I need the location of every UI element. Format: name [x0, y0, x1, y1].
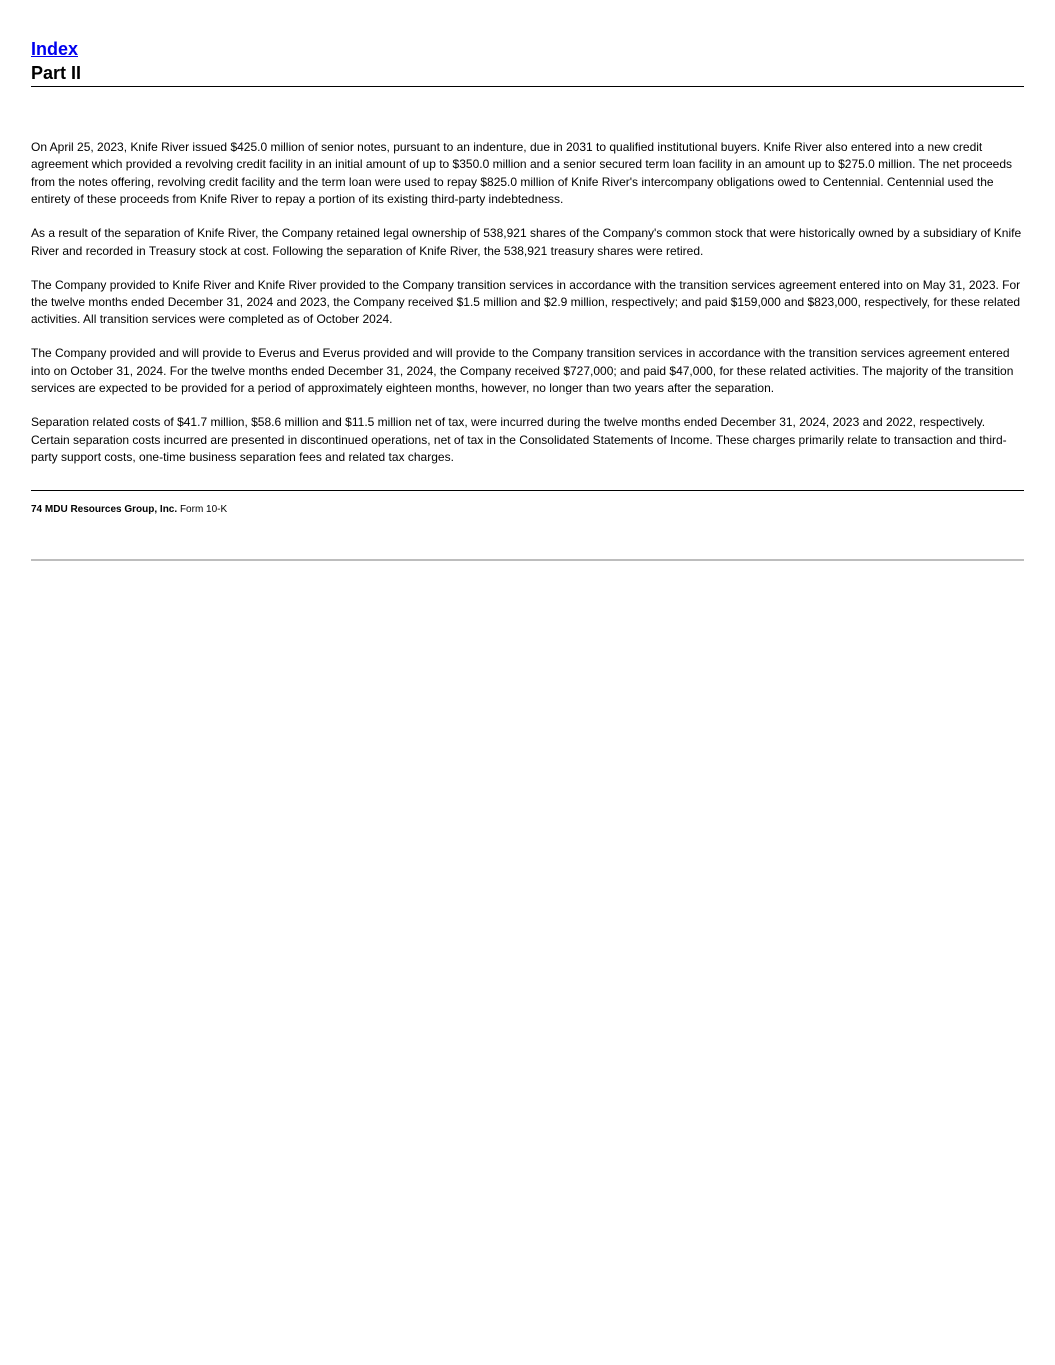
page-footer	[31, 503, 227, 516]
footer-form: Form 10-K	[179, 504, 228, 515]
index-link[interactable]: Index	[31, 39, 79, 59]
part-title: Part II	[31, 63, 82, 83]
paragraph-separation-costs: Separation related costs of $41.7 million, $58.6 million and $11.5 million net of tax, were incurred during the twelve months ended December 31, 2024, 2023 and 2022, respectively. Certain separation costs incurred are presented in discontinued operations, net of tax in the Consolidated Statements of Income. These charges primarily relate to transaction and third-party support costs, one-time business separation fees and related tax charges.	[31, 415, 1007, 465]
document-body	[31, 139, 1024, 483]
paragraph-treasury-shares: As a result of the separation of Knife River, the Company retained legal ownership of 538,921 shares of the Company's common stock that were historically owned by a subsidiary of Knife River and recorded in Treasury stock at cost. Following the separation of Knife River, the 538,921 treasury shares were retired.	[31, 226, 1022, 258]
paragraph-everus-transition: The Company provided and will provide to Everus and Everus provided and will provide to the Company transition services in accordance with the transition services agreement entered into on October 31, 2024. For the twelve months ended December 31, 2024, the Company received $727,000; and paid $47,000, for these related activities. The majority of the transition services are expected to be provided for a period of approximately eighteen months, however, no longer than two years after the separation.	[31, 346, 1014, 396]
page-end-divider	[31, 559, 1024, 561]
header-divider	[31, 86, 1024, 87]
paragraph-knife-river-transition: The Company provided to Knife River and Knife River provided to the Company transition services in accordance with the transition services agreement entered into on May 31, 2023. For the twelve months ended December 31, 2024 and 2023, the Company received $1.5 million and $2.9 million, respectively; and paid $159,000 and $823,000, respectively, for these related activities. All transition services were completed as of October 2024.	[31, 277, 1021, 327]
footer-divider	[31, 490, 1024, 491]
footer-page-company: 74 MDU Resources Group, Inc.	[31, 504, 178, 515]
paragraph-senior-notes: On April 25, 2023, Knife River issued $425.0 million of senior notes, pursuant to an indenture, due in 2031 to qualified institutional buyers. Knife River also entered into a new credit agreement which provided a revolving credit facility in an initial amount of up to $350.0 million and a senior secured term loan facility in an amount up to $275.0 million. The net proceeds from the notes offering, revolving credit facility and the term loan were used to repay $825.0 million of Knife River's intercompany obligations owed to Centennial. Centennial used the entirety of these proceeds from Knife River to repay a portion of its existing third-party indebtedness.	[31, 140, 1012, 207]
